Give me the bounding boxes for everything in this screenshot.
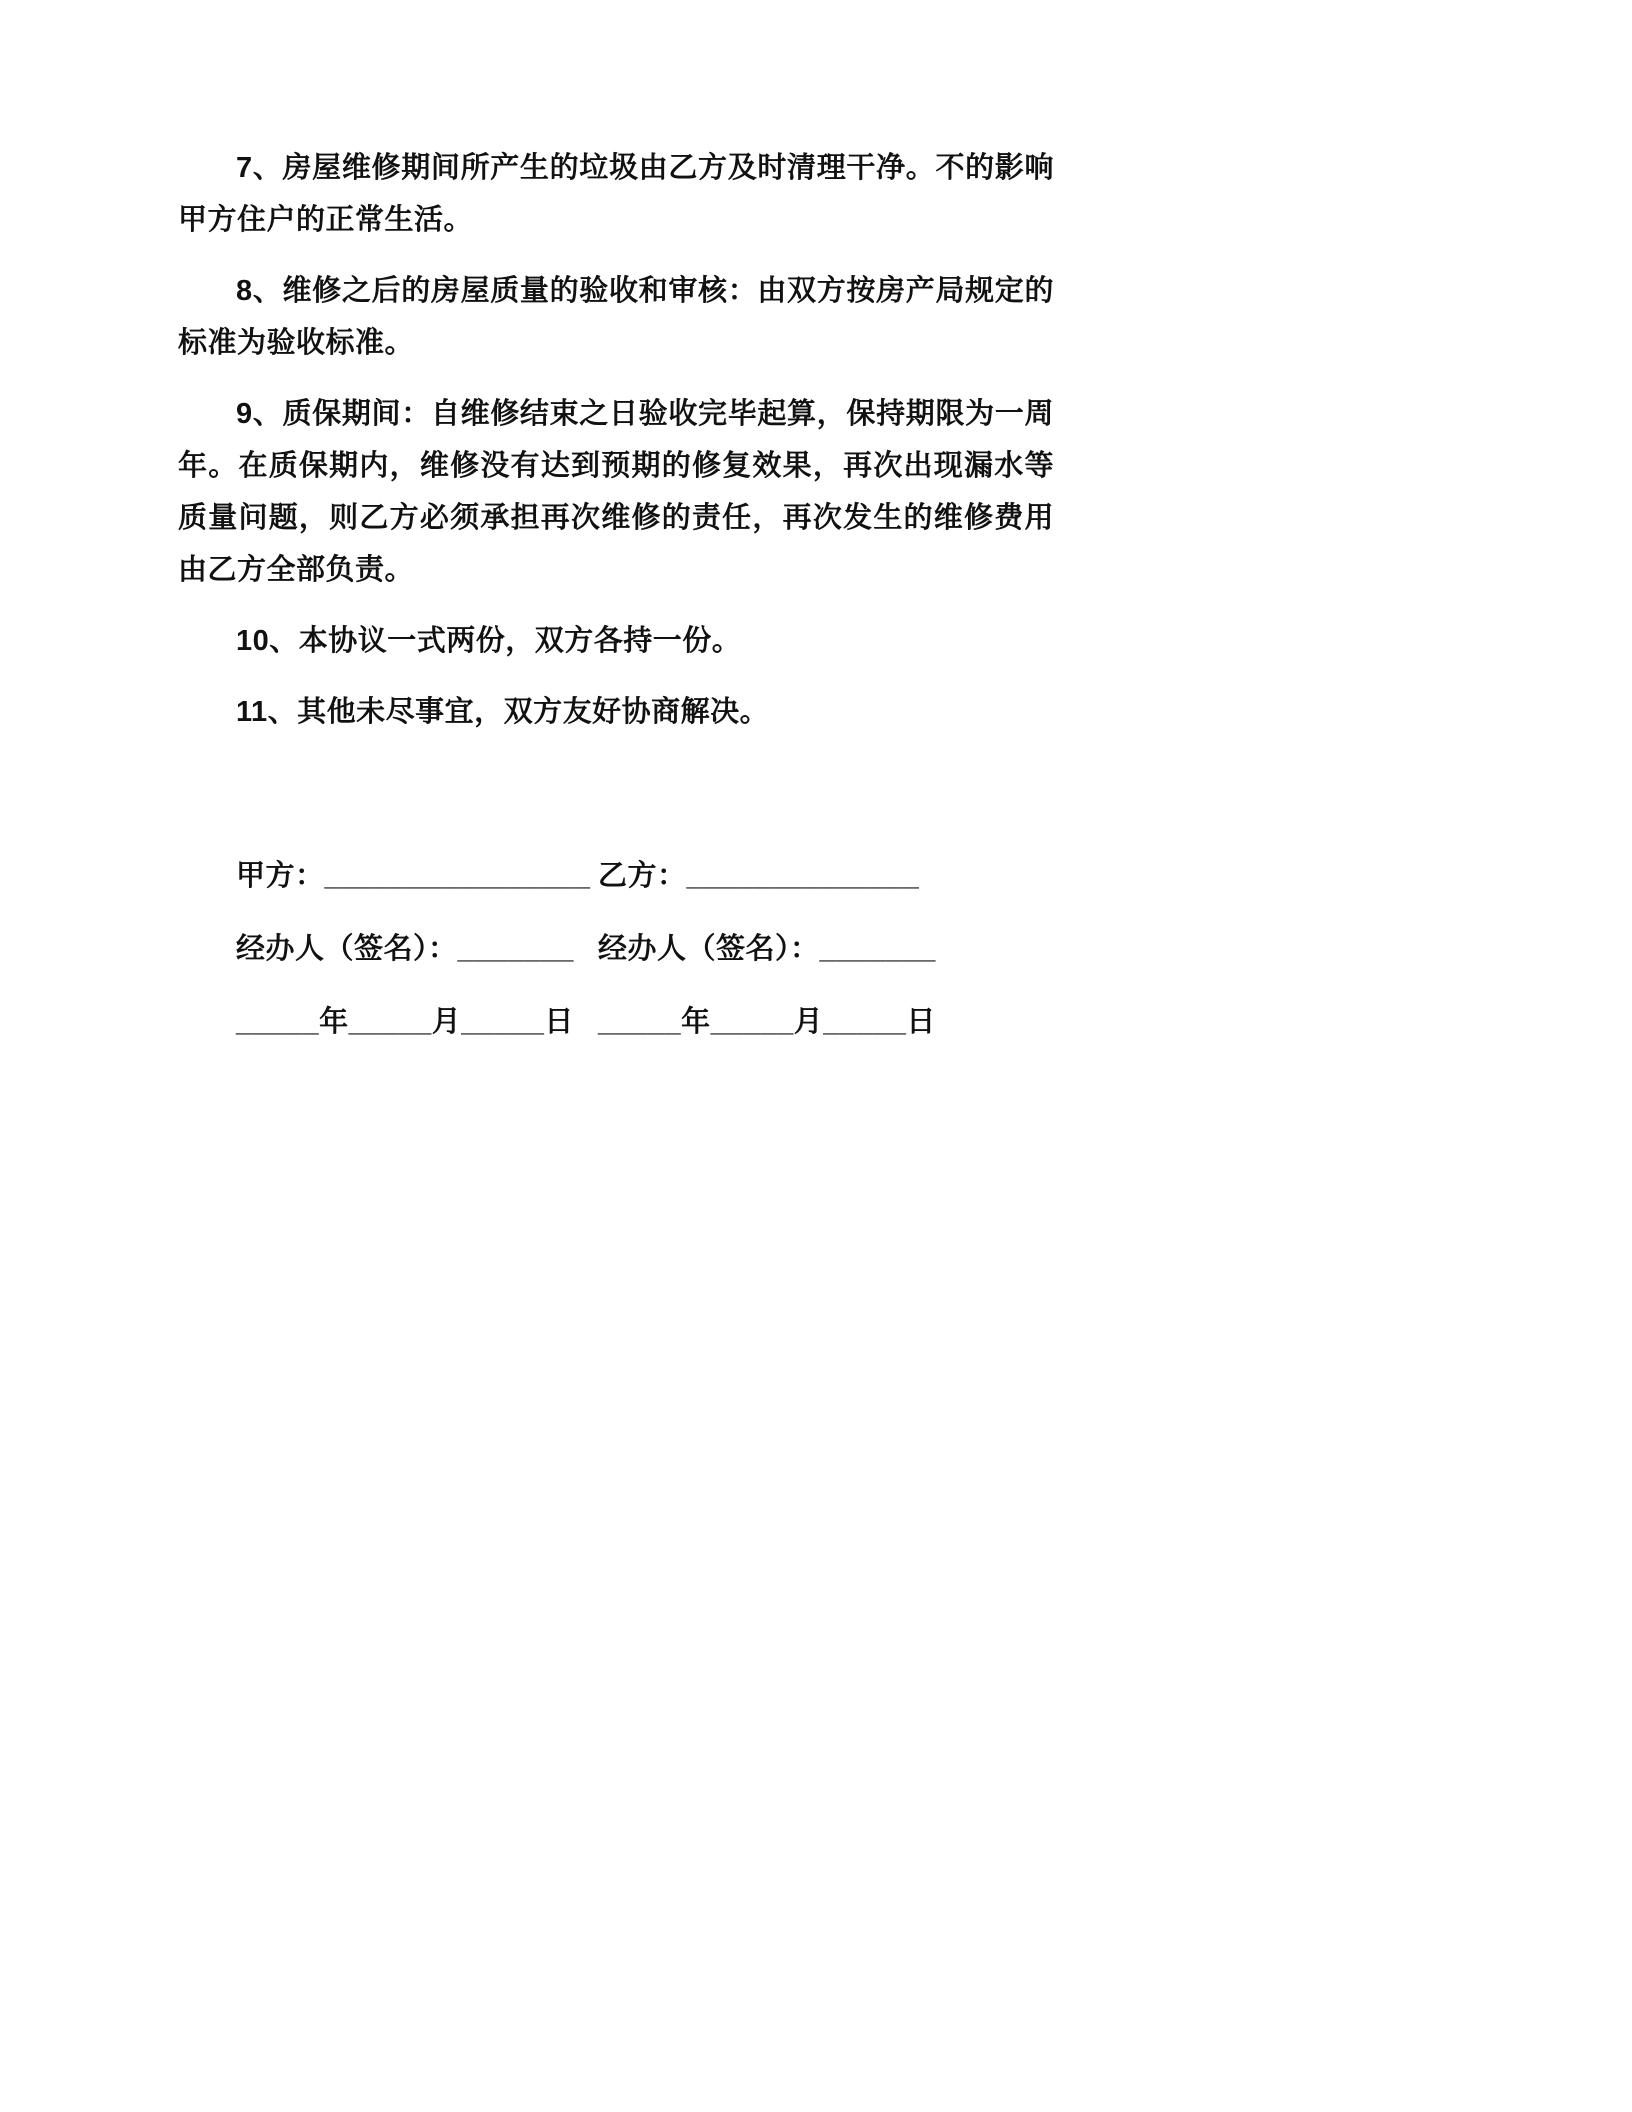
paragraph-clause-11: 11、其他未尽事宜，双方友好协商解决。 <box>236 696 770 728</box>
paragraph-clause-8: 8、维修之后的房屋质量的验收和审核：由双方按房产局规定的标准为验收标准。 <box>178 275 1054 359</box>
signature-block <box>178 850 1054 1048</box>
agent-b-signature-line: 经办人（签名）：_______ <box>598 933 936 965</box>
signature-row-agent <box>178 923 1054 975</box>
date-a-line: _____年_____月_____日 <box>236 1006 574 1038</box>
signature-row-date <box>178 996 1054 1048</box>
signature-row-party <box>178 850 1054 902</box>
party-a-signature-line: 甲方：________________ <box>236 860 591 892</box>
paragraph-clause-9: 9、质保期间：自维修结束之日验收完毕起算，保持期限为一周年。在质保期内，维修没有达到预期的修复效果，再次出现漏水等质量问题，则乙方必须承担再次维修的责任，再次发生的维修费用由乙方全部负责。 <box>178 398 1054 586</box>
agent-a-signature-line: 经办人（签名）：_______ <box>236 933 574 965</box>
document-content <box>178 142 1054 1069</box>
paragraph-clause-7: 7、房屋维修期间所产生的垃圾由乙方及时清理干净。不的影响甲方住户的正常生活。 <box>178 152 1054 236</box>
party-b-signature-line: 乙方：______________ <box>598 860 920 892</box>
date-b-line: _____年_____月_____日 <box>598 1006 936 1038</box>
paragraph-clause-10: 10、本协议一式两份，双方各持一份。 <box>236 625 742 657</box>
